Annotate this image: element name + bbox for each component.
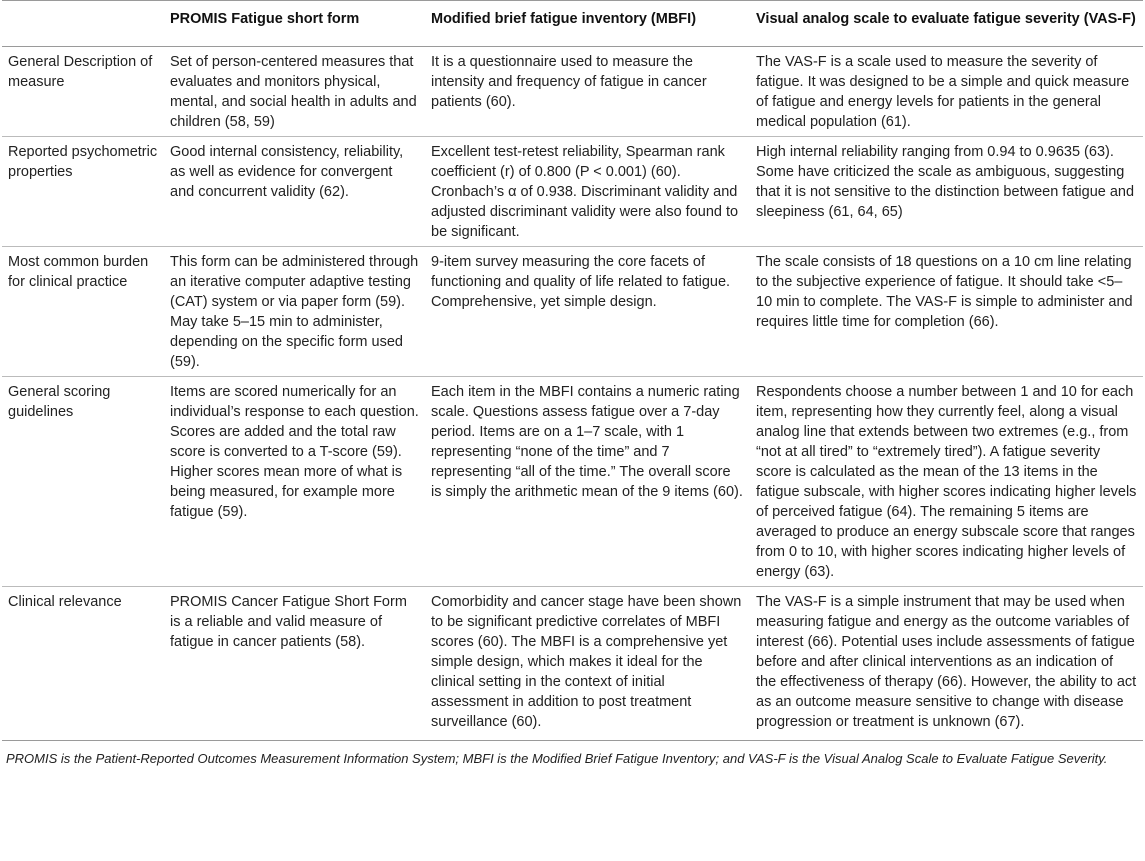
table-row bbox=[2, 377, 1143, 587]
table-footnote: PROMIS is the Patient-Reported Outcomes Measurement Information System; MBFI is the Modified Brief Fatigue Inventory; and VAS-F is the Visual Analog Scale to Evaluate Fatigue Severity. bbox=[6, 751, 1108, 766]
table-row bbox=[2, 247, 1143, 377]
table-row bbox=[2, 47, 1143, 137]
table-cell: The scale consists of 18 questions on a 10 cm line relating to the subjective experience of fatigue. It should take <5–10 min to complete. The VAS-F is simple to administer and requires little time for completion (66). bbox=[750, 247, 1143, 377]
table-row bbox=[2, 137, 1143, 247]
table-cell: Each item in the MBFI contains a numeric rating scale. Questions assess fatigue over a 7-day period. Items are on a 1–7 scale, with 1 representing “none of the time” and 7 representing “all of the time.” The overall score is simply the arithmetic mean of the 9 items (60). bbox=[425, 377, 750, 587]
table-cell: High internal reliability ranging from 0.94 to 0.9635 (63). Some have criticized the scale as ambiguous, suggesting that it is not sensitive to the distinction between fatigue and sleepiness (61, 64, 65) bbox=[750, 137, 1143, 247]
header-cell-vasf: Visual analog scale to evaluate fatigue severity (VAS-F) bbox=[750, 1, 1143, 47]
table-cell: Items are scored numerically for an individual’s response to each question. Scores are added and the total raw score is converted to a T-score (59). Higher scores mean more of what is being measured, for example more fatigue (59). bbox=[164, 377, 425, 587]
row-label-scoring: General scoring guidelines bbox=[2, 377, 164, 587]
table-cell: Excellent test-retest reliability, Spearman rank coefficient (r) of 0.800 (P < 0.001) (60). Cronbach’s α of 0.938. Discriminant validity and adjusted discriminant validity were also found to be significant. bbox=[425, 137, 750, 247]
table-cell: The VAS-F is a scale used to measure the severity of fatigue. It was designed to be a simple and quick measure of fatigue and energy levels for patients in the general medical population (61). bbox=[756, 54, 1130, 130]
table-cell: Comorbidity and cancer stage have been shown to be significant predictive correlates of MBFI scores (60). The MBFI is a comprehensive yet simple design, which makes it ideal for the clinical setting in the context of initial assessment in addition to post treatment surveillance (60). bbox=[425, 587, 750, 741]
header-row bbox=[2, 1, 1143, 47]
table-row bbox=[2, 587, 1143, 741]
header-cell-empty bbox=[2, 1, 164, 47]
header-cell-promis: PROMIS Fatigue short form bbox=[164, 1, 425, 47]
row-label-description: General Description of measure bbox=[8, 54, 153, 90]
table-cell: PROMIS Cancer Fatigue Short Form is a reliable and valid measure of fatigue in cancer patients (58). bbox=[164, 587, 425, 741]
table-cell: Set of person-centered measures that evaluates and monitors physical, mental, and social health in adults and children (58, 59) bbox=[170, 54, 417, 130]
header-cell-mbfi: Modified brief fatigue inventory (MBFI) bbox=[425, 1, 750, 47]
table-cell: Respondents choose a number between 1 and 10 for each item, representing how they currently feel, along a visual analog line that extends between two extremes (e.g., from “not at all tired” to “extremely tired”). A fatigue severity score is calculated as the mean of the 13 items in the fatigue subscale, with higher scores indicating higher levels of perceived fatigue (64). The remaining 5 items are averaged to produce an energy subscale score that ranges from 0 to 10, with higher scores indicating higher levels of energy (63). bbox=[750, 377, 1143, 587]
table-cell: This form can be administered through an iterative computer adaptive testing (CAT) system or via paper form (59). May take 5–15 min to administer, depending on the specific form used (59). bbox=[164, 247, 425, 377]
comparison-table bbox=[2, 0, 1143, 741]
table-cell: Good internal consistency, reliability, as well as evidence for convergent and concurrent validity (62). bbox=[164, 137, 425, 247]
row-label-relevance: Clinical relevance bbox=[2, 587, 164, 741]
table-body bbox=[2, 47, 1143, 741]
table-header bbox=[2, 1, 1143, 47]
table-cell: It is a questionnaire used to measure the intensity and frequency of fatigue in cancer patients (60). bbox=[431, 54, 707, 110]
row-label-burden: Most common burden for clinical practice bbox=[2, 247, 164, 377]
row-label-psychometric: Reported psychometric properties bbox=[2, 137, 164, 247]
table-cell: The VAS-F is a simple instrument that may be used when measuring fatigue and energy as the outcome variables of interest (66). Potential uses include assessments of fatigue before and after clinical interventions as an indication of the effectiveness of therapy (66). However, the ability to act as an outcome measure sensitive to change with disease progression or treatment is unknown (67). bbox=[750, 587, 1143, 741]
table-cell: 9-item survey measuring the core facets of functioning and quality of life related to fatigue. Comprehensive, yet simple design. bbox=[425, 247, 750, 377]
